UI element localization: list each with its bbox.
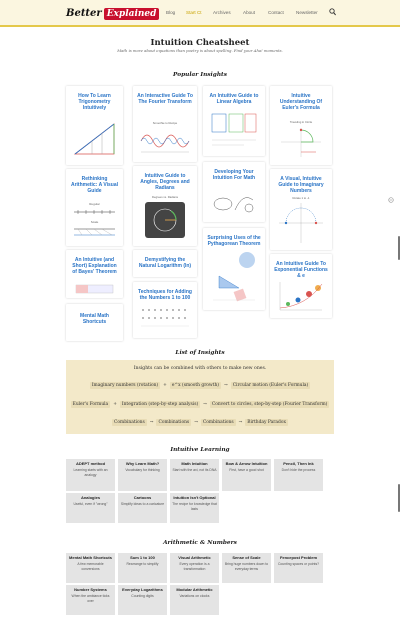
chain-chip[interactable]: Combinations: [202, 420, 234, 425]
list-of-insights-heading: List of Insights: [175, 350, 225, 356]
tile-modular-arithmetic[interactable]: [170, 585, 219, 615]
card-title: Techniques for Adding the Numbers 1 to 100: [138, 289, 192, 302]
chain-operator: +: [113, 402, 117, 407]
chain-arrow: →: [238, 420, 243, 425]
popular-insights-heading: Popular Insights: [173, 72, 227, 78]
art-caption: Traveling in Circle: [289, 120, 313, 124]
insight-chain-3: [66, 419, 334, 426]
tile-sense-of-scale[interactable]: [222, 553, 271, 583]
fourier-wave-icon: [139, 126, 191, 156]
card-angles-radians[interactable]: [133, 166, 197, 246]
tile-number-systems[interactable]: [66, 585, 115, 615]
tile-desc: Bring huge numbers down to everyday terms: [224, 562, 269, 571]
tile-desc: Rearrange to simplify: [126, 562, 159, 567]
nav-start[interactable]: Start Ct: [186, 10, 202, 15]
tile-title: Analogies: [80, 495, 101, 500]
card-fourier-transform[interactable]: [133, 86, 197, 162]
chain-chip[interactable]: Combinations: [158, 420, 190, 425]
triangle-diagram-icon: [72, 120, 117, 158]
search-icon[interactable]: [329, 8, 336, 16]
arithmetic-numbers-heading: Arithmetic & Numbers: [163, 540, 237, 546]
tile-why-learn-math[interactable]: [118, 459, 167, 491]
card-bayes-theorem[interactable]: [66, 250, 123, 298]
nav-about[interactable]: About: [243, 10, 256, 15]
insights-panel: [66, 360, 334, 434]
tile-desc: Variations on clocks: [179, 594, 210, 599]
tile-cartoons[interactable]: [118, 493, 167, 523]
card-rethinking-arithmetic[interactable]: [66, 169, 123, 246]
chain-arrow: →: [203, 402, 207, 407]
art-caption-scale: Scale: [90, 220, 99, 224]
nav-newsletter[interactable]: Newsletter: [296, 10, 318, 15]
card-title: An Intuitive Guide To Exponential Functions & e: [274, 261, 328, 280]
tile-visual-arithmetic[interactable]: [170, 553, 219, 583]
scale-line-icon: [72, 225, 117, 239]
tile-desc: Useful, even if "wrong": [73, 502, 108, 507]
tile-math-intuition[interactable]: [170, 459, 219, 491]
chain-chip[interactable]: Convert to circles, step-by-step (Fourier Transform): [211, 402, 328, 407]
sketch-drawing-icon: [209, 186, 259, 218]
tile-title: Everyday Logarithms: [122, 587, 163, 592]
chain-chip[interactable]: Birthday Paradox: [247, 420, 286, 425]
chain-chip[interactable]: Integration (step-by-step analysis): [121, 402, 199, 407]
tile-desc: Start with the axi, not its DNA: [172, 468, 217, 473]
card-linear-algebra[interactable]: [203, 86, 265, 156]
radians-diagram-icon: [139, 200, 191, 240]
tile-desc: The recipe for knowledge that lasts: [172, 502, 217, 511]
pythagorean-diagram-icon: [209, 248, 259, 306]
card-title: A Visual, Intuitive Guide to Imaginary Numbers: [278, 176, 324, 195]
card-title: Intuitive Guide to Angles, Degrees and Radians: [140, 173, 190, 192]
tile-desc: Every operation is a transformation: [179, 562, 210, 571]
tile-title: ADEPT method: [75, 461, 106, 466]
tile-desc: Learning starts with an analogy: [73, 468, 108, 477]
tile-title: Number Systems: [74, 587, 107, 592]
page-subtitle: Math is more about equations than poetry is about spelling. Find your Aha! moments.: [117, 48, 283, 53]
chain-chip[interactable]: e^x (smooth growth): [171, 383, 219, 388]
tile-title: Sum 1 to 100: [130, 555, 155, 560]
card-title: An Intuitive (and Short) Explanation of Bayes' Theorem: [72, 257, 117, 276]
chain-chip[interactable]: Imaginary numbers (rotation): [91, 383, 159, 388]
chain-arrow: →: [194, 420, 198, 425]
tile-adept-method[interactable]: [66, 459, 115, 491]
chain-arrow: →: [149, 420, 154, 425]
tile-title: Why Learn Math?: [125, 461, 160, 466]
tile-title: Math Intuition: [181, 461, 208, 466]
tile-fencepost-problem[interactable]: [274, 553, 323, 583]
tile-desc: Don't hide the process: [281, 468, 316, 473]
tile-mental-math-shortcuts[interactable]: [66, 553, 115, 583]
card-developing-intuition[interactable]: [203, 162, 265, 222]
card-imaginary-numbers[interactable]: [270, 169, 332, 250]
card-title: Developing Your Intuition For Math: [212, 169, 256, 182]
tile-desc: When the ambiance ticks over: [71, 594, 110, 603]
tile-desc: Simplify ideas to a caricature: [120, 502, 165, 507]
card-title: Mental Math Shortcuts: [80, 313, 109, 326]
card-trigonometry[interactable]: [66, 86, 123, 165]
nav-archives[interactable]: Archives: [213, 10, 231, 15]
tile-title: Mental Math Shortcuts: [69, 555, 112, 560]
card-natural-logarithm[interactable]: [133, 250, 197, 277]
tile-title: Bow & Arrow Intuition: [225, 461, 268, 466]
logo-explained-text: Explained: [104, 8, 160, 20]
nav-blog[interactable]: Blog: [166, 10, 176, 15]
tile-title: Pencil, Then Ink: [283, 461, 314, 466]
panel-intro: Insights can be combined with others to make new ones.: [133, 366, 267, 371]
art-caption: Rotate 1 to -1: [292, 196, 310, 200]
art-caption: Regular: [89, 202, 100, 206]
card-exponential-functions[interactable]: [270, 254, 332, 318]
card-eulers-formula[interactable]: [270, 86, 332, 165]
tile-title: Cartoons: [133, 495, 152, 500]
tile-pencil-then-ink[interactable]: [274, 459, 323, 491]
complex-plane-icon: [276, 201, 326, 245]
card-mental-math[interactable]: [66, 304, 123, 341]
art-caption: Degrees vs. Radians: [152, 195, 178, 199]
card-pythagorean-theorem[interactable]: [203, 228, 265, 310]
tile-title: Intuition Isn't Optional: [173, 495, 216, 500]
tile-desc: A few memorable conversions: [77, 562, 104, 571]
art-caption: Smoothie to Recipe: [152, 121, 178, 125]
tile-title: Visual Arithmetic: [178, 555, 211, 560]
circle-path-icon: [276, 126, 326, 159]
tile-desc: Counting spaces or points?: [277, 562, 320, 567]
growth-chart-icon: [276, 280, 326, 314]
card-title: Intuitive Understanding Of Euler's Formula: [279, 93, 323, 112]
top-header: [0, 0, 400, 27]
tile-sum-1-to-100[interactable]: [118, 553, 167, 583]
card-title: Demystifying the Natural Logarithm (ln): [138, 257, 192, 270]
page-title: Intuition Cheatsheet: [150, 38, 250, 48]
share-icon[interactable]: [388, 197, 394, 203]
tile-desc: First, have a good shot: [229, 468, 264, 473]
nav-contact[interactable]: Contact: [268, 10, 284, 15]
tile-title: Fencepost Problem: [279, 555, 318, 560]
bayes-grid-icon: [72, 284, 117, 294]
tile-everyday-logarithms[interactable]: [118, 585, 167, 615]
tile-desc: Counting digits: [131, 594, 154, 599]
tile-bow-arrow-intuition[interactable]: [222, 459, 271, 491]
matrix-diagram-icon: [209, 110, 259, 150]
chain-chip[interactable]: Combinations: [114, 420, 145, 425]
card-title: Surprising Uses of the Pythagorean Theorem: [207, 235, 261, 248]
tile-analogies[interactable]: [66, 493, 115, 523]
card-adding-numbers[interactable]: [133, 282, 197, 338]
intuitive-learning-heading: Intuitive Learning: [170, 447, 230, 453]
chain-arrow: →: [224, 383, 228, 388]
card-title: How To Learn Trigonometry Intuitively: [78, 93, 111, 112]
chain-chip[interactable]: Circular motion (Euler's Formula): [232, 383, 309, 388]
insight-chain-2: [66, 401, 334, 408]
tile-title: Modular Arithmetic: [176, 587, 213, 592]
tile-title: Sense of Scale: [232, 555, 261, 560]
logo-better-text: Better: [66, 8, 102, 19]
insight-chain-1: [66, 382, 334, 389]
number-line-icon: [72, 207, 117, 217]
chain-operator: +: [163, 383, 167, 388]
card-title: An Intuitive Guide to Linear Algebra: [209, 93, 259, 106]
card-title: Rethinking Arithmetic: A Visual Guide: [70, 176, 119, 195]
tile-desc: Vocabulary for thinking: [125, 468, 160, 473]
tile-intuition-isnt-optional[interactable]: [170, 493, 219, 523]
chain-chip[interactable]: Euler's Formula: [72, 402, 109, 407]
number-grid-icon: [139, 306, 191, 332]
site-logo[interactable]: [66, 7, 159, 20]
card-title: An Interactive Guide To The Fourier Transform: [137, 93, 193, 106]
